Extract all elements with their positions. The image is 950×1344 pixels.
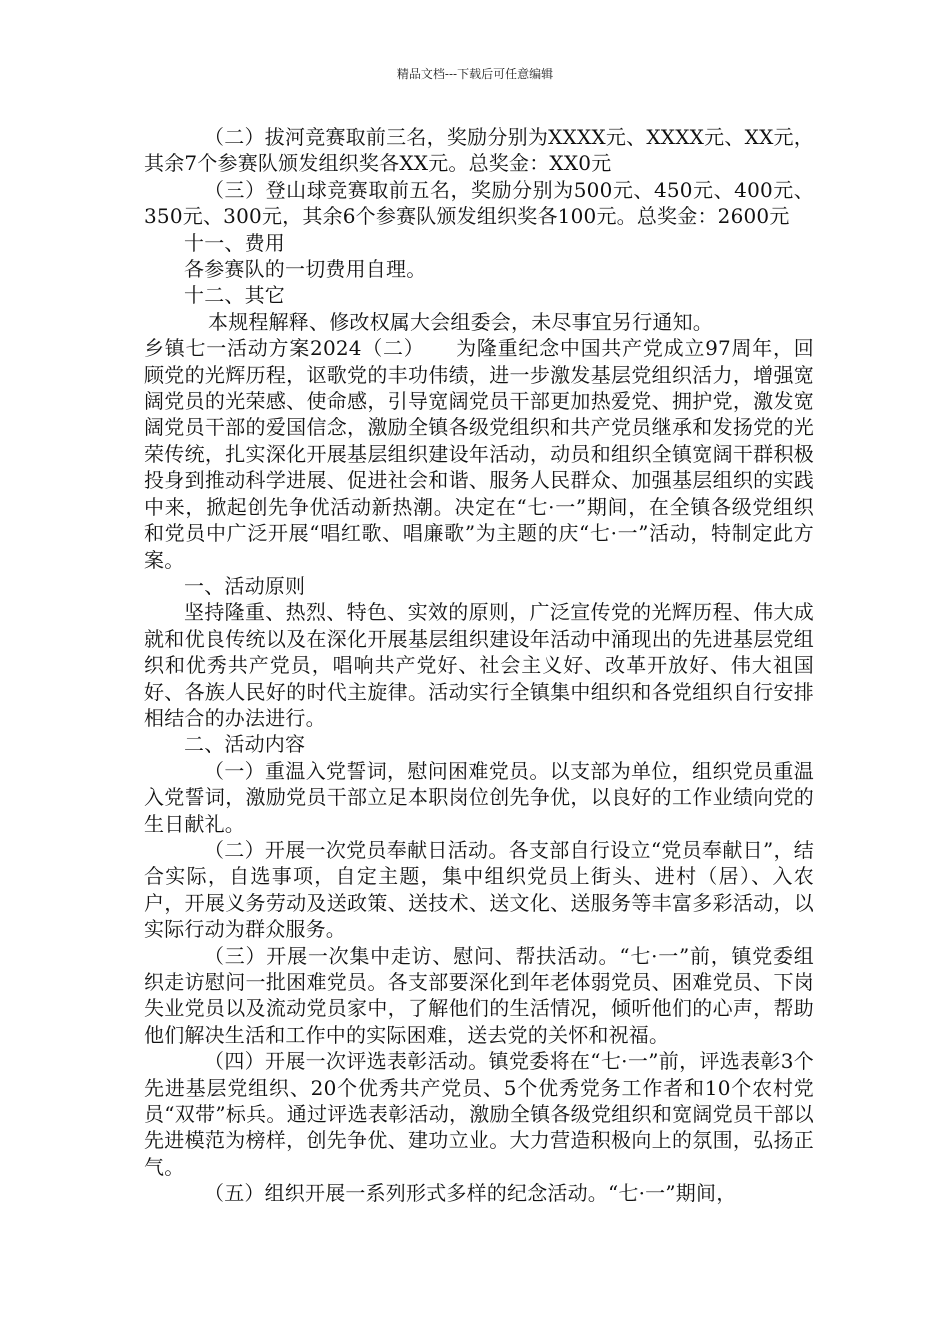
paragraph-expenses: 各参赛队的一切费用自理。 — [184, 257, 427, 282]
heading-principles: 一、活动原则 — [184, 573, 306, 598]
paragraph-content-4: （四）开展一次评选表彰活动。镇党委将在“七·一”前，评选表彰3个先进基层党组织、20个优秀共产党员、5个优秀党务工作者和10个农村党员“双带”标兵。通过评选表彰活动，激励全镇各级党组织和宽阔党员干部以先进模范为榜样，创先争优、建功立业。大力营造积极向上的氛围，弘扬正气。 — [144, 1049, 814, 1179]
heading-other: 十二、其它 — [184, 283, 285, 308]
paragraph-content-5: （五）组织开展一系列形式多样的纪念活动。“七·一”期间， — [204, 1181, 737, 1206]
paragraph-mountain-ball-prizes: （三）登山球竞赛取前五名，奖励分别为500元、450元、400元、350元、300元，其余6个参赛队颁发组织奖各100元。总奖金：2600元 — [144, 177, 814, 229]
heading-expenses: 十一、费用 — [184, 230, 285, 255]
paragraph-tug-of-war-prizes: （二）拔河竞赛取前三名，奖励分别为XXXX元、XXXX元、XX元，其余7个参赛队颁发组织奖各XX元。总奖金：XX0元 — [144, 125, 814, 176]
paragraph-content-2: （二）开展一次党员奉献日活动。各支部自行设立“党员奉献日”，结合实际，自选事项，自定主题，集中组织党员上街头、进村（居）、入农户，开展义务劳动及送政策、送技术、送文化、送服务等丰富多彩活动，以实际行动为群众服务。 — [144, 837, 814, 942]
document-body — [144, 124, 814, 1207]
page-header: 精品文档---下载后可任意编辑 — [396, 67, 554, 81]
paragraph-principles: 坚持隆重、热烈、特色、实效的原则，广泛宣传党的光辉历程、伟大成就和优良传统以及在深化开展基层组织建设年活动中涌现出的先进基层党组织和优秀共产党员，唱响共产党好、社会主义好、改革开放好、伟大祖国好、各族人民好的时代主旋律。活动实行全镇集中组织和各党组织自行安排相结合的办法进行。 — [144, 600, 814, 730]
paragraph-content-1: （一）重温入党誓词，慰问困难党员。以支部为单位，组织党员重温入党誓词，激励党员干部立足本职岗位创先争优，以良好的工作业绩向党的生日献礼。 — [144, 758, 814, 836]
paragraph-content-3: （三）开展一次集中走访、慰问、帮扶活动。“七·一”前，镇党委组织走访慰问一批困难党员。各支部要深化到年老体弱党员、困难党员、下岗失业党员以及流动党员家中，了解他们的生活情况，倾听他们的心声，帮助他们解决生活和工作中的实际困难，送去党的关怀和祝福。 — [144, 943, 814, 1047]
paragraph-plan-intro: 乡镇七一活动方案2024（二） 为隆重纪念中国共产党成立97周年，回顾党的光辉历程，讴歌党的丰功伟绩，进一步激发基层党组织活力，增强宽阔党员的光荣感、使命感，引导宽阔党员干部更加热爱党、拥护党，激发宽阔党员干部的爱国信念，激励全镇各级党组织和共产党员继承和发扬党的光荣传统，扎实深化开展基层组织建设年活动，动员和组织全镇宽阔干群积极投身到推动科学进展、促进社会和谐、服务人民群众、加强基层组织的实践中来，掀起创先争优活动新热潮。决定在“七·一”期间，在全镇各级党组织和党员中广泛开展“唱红歌、唱廉歌”为主题的庆“七·一”活动，特制定此方案。 — [144, 336, 814, 572]
heading-contents: 二、活动内容 — [184, 732, 306, 757]
paragraph-other: 本规程解释、修改权属大会组委会，未尽事宜另行通知。 — [208, 309, 713, 334]
